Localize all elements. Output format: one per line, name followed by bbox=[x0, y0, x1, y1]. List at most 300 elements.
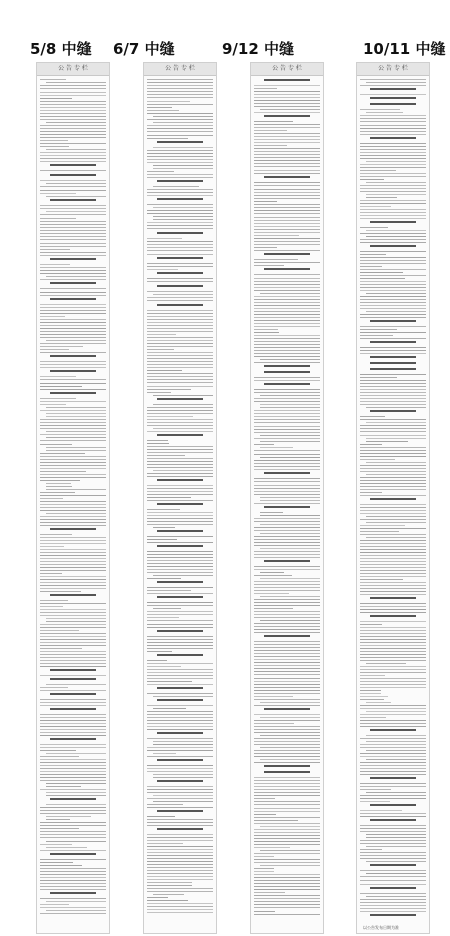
text-line bbox=[40, 543, 106, 544]
text-line bbox=[147, 624, 213, 625]
headline-line bbox=[370, 819, 416, 821]
text-line bbox=[360, 657, 426, 658]
text-line bbox=[254, 145, 287, 146]
text-line bbox=[366, 522, 426, 523]
text-line bbox=[40, 319, 106, 320]
text-line bbox=[147, 792, 213, 793]
text-line bbox=[254, 127, 320, 128]
text-line bbox=[254, 542, 320, 543]
text-line bbox=[254, 207, 320, 208]
text-line bbox=[260, 404, 320, 405]
text-line bbox=[40, 705, 106, 706]
text-line bbox=[254, 438, 320, 439]
text-line bbox=[366, 702, 391, 703]
text-line bbox=[46, 819, 70, 820]
text-line bbox=[360, 795, 426, 796]
text-line bbox=[147, 627, 213, 628]
text-line bbox=[147, 119, 213, 120]
headline-line bbox=[50, 174, 96, 176]
text-line bbox=[147, 91, 213, 92]
text-line bbox=[254, 362, 320, 363]
text-line bbox=[360, 209, 426, 210]
text-line bbox=[366, 438, 426, 439]
text-line bbox=[360, 118, 426, 119]
text-line bbox=[254, 726, 320, 727]
text-line bbox=[260, 826, 320, 827]
text-line bbox=[40, 735, 106, 736]
text-line bbox=[40, 639, 106, 640]
text-line bbox=[360, 242, 426, 243]
text-line bbox=[254, 798, 275, 799]
text-line bbox=[147, 587, 213, 588]
headline-line bbox=[50, 892, 96, 894]
text-line bbox=[147, 768, 213, 769]
text-line bbox=[147, 903, 213, 904]
section-divider bbox=[40, 837, 106, 838]
text-line bbox=[254, 485, 320, 486]
text-line bbox=[254, 163, 320, 164]
text-line bbox=[254, 741, 320, 742]
headline-line bbox=[264, 765, 310, 767]
text-line bbox=[360, 257, 426, 258]
text-line bbox=[254, 723, 294, 724]
text-line bbox=[254, 789, 320, 790]
text-line bbox=[40, 627, 106, 628]
text-line bbox=[254, 662, 320, 663]
text-line bbox=[147, 578, 181, 579]
section-divider bbox=[147, 97, 213, 98]
text-line bbox=[40, 383, 106, 384]
text-line bbox=[147, 370, 182, 371]
text-line bbox=[40, 771, 106, 772]
text-line bbox=[360, 825, 426, 826]
text-line bbox=[46, 483, 71, 484]
text-line bbox=[40, 364, 106, 365]
text-line bbox=[254, 454, 320, 455]
text-line bbox=[254, 690, 320, 691]
text-line bbox=[40, 657, 106, 658]
text-line bbox=[254, 148, 320, 149]
text-line bbox=[40, 307, 106, 308]
text-line bbox=[147, 870, 213, 871]
text-line bbox=[40, 107, 106, 108]
text-line bbox=[40, 453, 85, 454]
text-line bbox=[40, 376, 76, 377]
headline-line bbox=[264, 79, 310, 81]
headline-line bbox=[50, 528, 96, 530]
text-line bbox=[360, 179, 384, 180]
headline-line bbox=[157, 545, 203, 547]
text-line bbox=[147, 310, 213, 311]
text-line bbox=[360, 744, 426, 745]
text-line bbox=[366, 873, 426, 874]
text-line bbox=[260, 572, 284, 573]
text-line bbox=[147, 771, 213, 772]
section-divider bbox=[40, 88, 106, 89]
section-divider bbox=[147, 131, 213, 132]
text-line bbox=[360, 386, 426, 387]
text-line bbox=[254, 124, 320, 125]
text-line bbox=[254, 426, 320, 427]
newspaper-strip-1 bbox=[36, 62, 110, 934]
text-line bbox=[46, 82, 106, 83]
text-line bbox=[147, 467, 213, 468]
text-line bbox=[40, 131, 106, 132]
text-line bbox=[147, 319, 213, 320]
text-line bbox=[254, 602, 320, 603]
text-line bbox=[360, 131, 426, 132]
text-line bbox=[360, 272, 403, 273]
text-line bbox=[254, 401, 320, 402]
text-line bbox=[360, 899, 426, 900]
text-line bbox=[40, 871, 106, 872]
text-line bbox=[147, 852, 213, 853]
headline-line bbox=[264, 253, 310, 255]
text-line bbox=[46, 437, 106, 438]
text-line bbox=[360, 275, 426, 276]
text-line bbox=[360, 621, 426, 622]
text-line bbox=[147, 150, 213, 151]
text-line bbox=[147, 611, 213, 612]
text-line bbox=[254, 335, 320, 336]
text-line bbox=[147, 107, 172, 108]
text-line bbox=[147, 879, 213, 880]
text-line bbox=[40, 807, 106, 808]
section-divider bbox=[40, 170, 106, 171]
text-line bbox=[360, 884, 426, 885]
text-line bbox=[147, 497, 191, 498]
headline-line bbox=[157, 732, 203, 734]
text-line bbox=[360, 549, 426, 550]
text-line bbox=[40, 367, 106, 368]
text-line bbox=[360, 335, 393, 336]
text-line bbox=[254, 744, 320, 745]
section-divider bbox=[254, 422, 320, 423]
text-line bbox=[360, 302, 426, 303]
text-line bbox=[147, 361, 213, 362]
text-line bbox=[147, 192, 213, 193]
text-line bbox=[360, 738, 426, 739]
text-line bbox=[254, 575, 292, 576]
text-line bbox=[360, 531, 399, 532]
text-line bbox=[46, 149, 106, 150]
text-line bbox=[147, 328, 213, 329]
text-line bbox=[153, 186, 199, 187]
text-line bbox=[254, 696, 293, 697]
headline-line bbox=[370, 729, 416, 731]
text-line bbox=[147, 476, 213, 477]
text-line bbox=[360, 696, 388, 697]
text-line bbox=[40, 907, 106, 908]
strip-title: 公 告 专 栏 bbox=[251, 63, 323, 76]
text-line bbox=[360, 693, 381, 694]
text-line bbox=[153, 753, 176, 754]
text-line bbox=[360, 125, 426, 126]
text-line bbox=[40, 588, 106, 589]
text-line bbox=[147, 524, 213, 525]
text-line bbox=[360, 167, 426, 168]
text-line bbox=[254, 801, 320, 802]
text-line bbox=[147, 714, 213, 715]
text-line bbox=[147, 521, 213, 522]
text-line bbox=[147, 449, 213, 450]
text-line bbox=[147, 849, 213, 850]
text-line bbox=[260, 500, 320, 501]
text-line bbox=[254, 97, 320, 98]
text-line bbox=[147, 864, 213, 865]
text-line bbox=[147, 837, 213, 838]
text-line bbox=[254, 410, 320, 411]
headline-line bbox=[157, 141, 203, 143]
text-line bbox=[360, 308, 426, 309]
text-line bbox=[360, 489, 426, 490]
text-line bbox=[360, 504, 426, 505]
text-line bbox=[360, 528, 426, 529]
text-line bbox=[254, 521, 320, 522]
text-line bbox=[360, 771, 426, 772]
text-line bbox=[40, 267, 106, 268]
text-line bbox=[40, 651, 106, 652]
text-line bbox=[40, 862, 73, 863]
text-line bbox=[147, 189, 213, 190]
text-line bbox=[40, 79, 66, 80]
headline-line bbox=[370, 914, 416, 916]
text-line bbox=[153, 708, 186, 709]
text-line bbox=[147, 590, 191, 591]
text-line bbox=[360, 672, 426, 673]
headline-line bbox=[370, 498, 416, 500]
text-line bbox=[147, 819, 213, 820]
text-line bbox=[147, 422, 213, 423]
text-line bbox=[40, 434, 106, 435]
text-line bbox=[40, 337, 106, 338]
text-line bbox=[40, 889, 106, 890]
text-line bbox=[147, 455, 185, 456]
text-line bbox=[147, 642, 213, 643]
text-line bbox=[254, 584, 320, 585]
text-line bbox=[360, 660, 426, 661]
text-line bbox=[40, 104, 106, 105]
section-divider bbox=[254, 213, 320, 214]
text-line bbox=[254, 820, 298, 821]
text-line bbox=[46, 753, 106, 754]
section-divider bbox=[40, 186, 106, 187]
text-line bbox=[147, 891, 213, 892]
text-line bbox=[254, 783, 320, 784]
text-line bbox=[254, 545, 320, 546]
text-line bbox=[40, 495, 106, 496]
text-line bbox=[360, 603, 426, 604]
text-line bbox=[254, 847, 290, 848]
text-line bbox=[254, 829, 320, 830]
text-line bbox=[147, 605, 213, 606]
text-line bbox=[254, 714, 320, 715]
text-line bbox=[254, 527, 320, 528]
section-divider bbox=[40, 440, 106, 441]
text-line bbox=[254, 883, 320, 884]
text-line bbox=[254, 226, 320, 227]
text-line bbox=[254, 460, 320, 461]
text-line bbox=[360, 507, 426, 508]
text-line bbox=[147, 816, 175, 817]
text-line bbox=[153, 744, 213, 745]
text-line bbox=[360, 762, 426, 763]
section-divider bbox=[254, 185, 320, 186]
text-line bbox=[147, 804, 183, 805]
text-line bbox=[40, 624, 106, 625]
text-line bbox=[360, 519, 426, 520]
newspaper-strip-4 bbox=[356, 62, 430, 934]
text-line bbox=[360, 146, 426, 147]
text-line bbox=[153, 795, 213, 796]
text-line bbox=[360, 317, 426, 318]
text-line bbox=[40, 576, 106, 577]
headline-line bbox=[50, 199, 96, 201]
text-line bbox=[254, 389, 320, 390]
text-line bbox=[254, 377, 320, 378]
text-line bbox=[360, 585, 426, 586]
text-line bbox=[254, 853, 320, 854]
text-line bbox=[360, 94, 426, 95]
text-line bbox=[40, 101, 106, 102]
text-line bbox=[360, 158, 426, 159]
text-line bbox=[254, 326, 320, 327]
text-line bbox=[40, 221, 106, 222]
section-divider bbox=[254, 166, 320, 167]
text-line bbox=[147, 322, 213, 323]
text-line bbox=[147, 693, 213, 694]
text-line bbox=[147, 352, 213, 353]
text-line bbox=[40, 218, 76, 219]
text-line bbox=[40, 777, 106, 778]
text-line bbox=[40, 343, 106, 344]
text-line bbox=[254, 284, 320, 285]
text-line bbox=[254, 518, 320, 519]
text-line bbox=[40, 877, 106, 878]
text-line bbox=[147, 297, 213, 298]
text-line bbox=[254, 838, 320, 839]
headline-line bbox=[370, 864, 416, 866]
text-line bbox=[147, 113, 213, 114]
text-line bbox=[254, 308, 320, 309]
text-line bbox=[254, 911, 275, 912]
text-line bbox=[254, 656, 320, 657]
headline-line bbox=[264, 383, 310, 385]
text-line bbox=[254, 444, 274, 445]
text-line bbox=[360, 215, 426, 216]
text-line bbox=[46, 804, 106, 805]
text-line bbox=[40, 459, 106, 460]
text-line bbox=[147, 666, 181, 667]
text-line bbox=[40, 750, 76, 751]
newspaper-strip-3 bbox=[250, 62, 324, 934]
text-line bbox=[360, 855, 426, 856]
headline-line bbox=[157, 780, 203, 782]
text-line bbox=[147, 720, 213, 721]
text-line bbox=[254, 650, 320, 651]
text-line bbox=[147, 539, 177, 540]
text-line bbox=[40, 732, 106, 733]
text-line bbox=[40, 702, 106, 703]
text-line bbox=[147, 912, 213, 913]
text-line bbox=[40, 504, 106, 505]
text-line bbox=[360, 627, 426, 628]
text-line bbox=[147, 738, 213, 739]
text-line bbox=[46, 618, 106, 619]
text-line bbox=[46, 413, 106, 414]
section-divider bbox=[40, 379, 106, 380]
text-line bbox=[40, 717, 106, 718]
column-header-2: 6/7 中缝 bbox=[113, 40, 175, 58]
section-divider bbox=[147, 300, 213, 301]
text-line bbox=[254, 329, 278, 330]
text-line bbox=[40, 456, 106, 457]
text-line bbox=[46, 416, 106, 417]
text-line bbox=[147, 900, 188, 901]
text-line bbox=[360, 705, 426, 706]
text-line bbox=[360, 218, 426, 219]
text-line bbox=[254, 278, 320, 279]
text-line bbox=[40, 325, 106, 326]
text-line bbox=[147, 340, 213, 341]
text-line bbox=[260, 524, 320, 525]
strip-title: 公 告 专 栏 bbox=[357, 63, 429, 76]
text-line bbox=[46, 183, 106, 184]
text-line bbox=[254, 198, 320, 199]
section-divider bbox=[360, 431, 426, 432]
text-line bbox=[254, 605, 320, 606]
text-line bbox=[254, 880, 320, 881]
text-line bbox=[40, 334, 106, 335]
text-line bbox=[254, 753, 320, 754]
text-line bbox=[254, 250, 320, 251]
text-line bbox=[40, 834, 106, 835]
text-line bbox=[40, 886, 106, 887]
text-line bbox=[40, 699, 106, 700]
text-line bbox=[147, 602, 213, 603]
text-line bbox=[153, 294, 213, 295]
text-line bbox=[254, 503, 320, 504]
text-line bbox=[153, 404, 213, 405]
text-line bbox=[46, 340, 106, 341]
text-line bbox=[360, 552, 426, 553]
text-line bbox=[147, 410, 213, 411]
text-line bbox=[360, 79, 426, 80]
text-line bbox=[147, 171, 174, 172]
headline-line bbox=[370, 88, 416, 90]
text-line bbox=[40, 606, 63, 607]
text-line bbox=[40, 428, 106, 429]
text-line bbox=[40, 474, 106, 475]
text-line bbox=[46, 196, 106, 197]
text-line bbox=[360, 893, 426, 894]
text-line bbox=[147, 94, 213, 95]
text-line bbox=[254, 868, 274, 869]
text-line bbox=[366, 663, 406, 664]
text-line bbox=[360, 681, 426, 682]
text-line bbox=[147, 204, 213, 205]
headline-line bbox=[157, 434, 203, 436]
text-line bbox=[40, 582, 106, 583]
section-divider bbox=[254, 450, 320, 451]
text-line bbox=[40, 570, 106, 571]
text-line bbox=[40, 146, 69, 147]
text-line bbox=[360, 444, 382, 445]
text-line bbox=[147, 174, 213, 175]
text-line bbox=[254, 792, 320, 793]
column-header-1: 5/8 中缝 bbox=[30, 40, 92, 58]
section-divider bbox=[147, 281, 213, 282]
